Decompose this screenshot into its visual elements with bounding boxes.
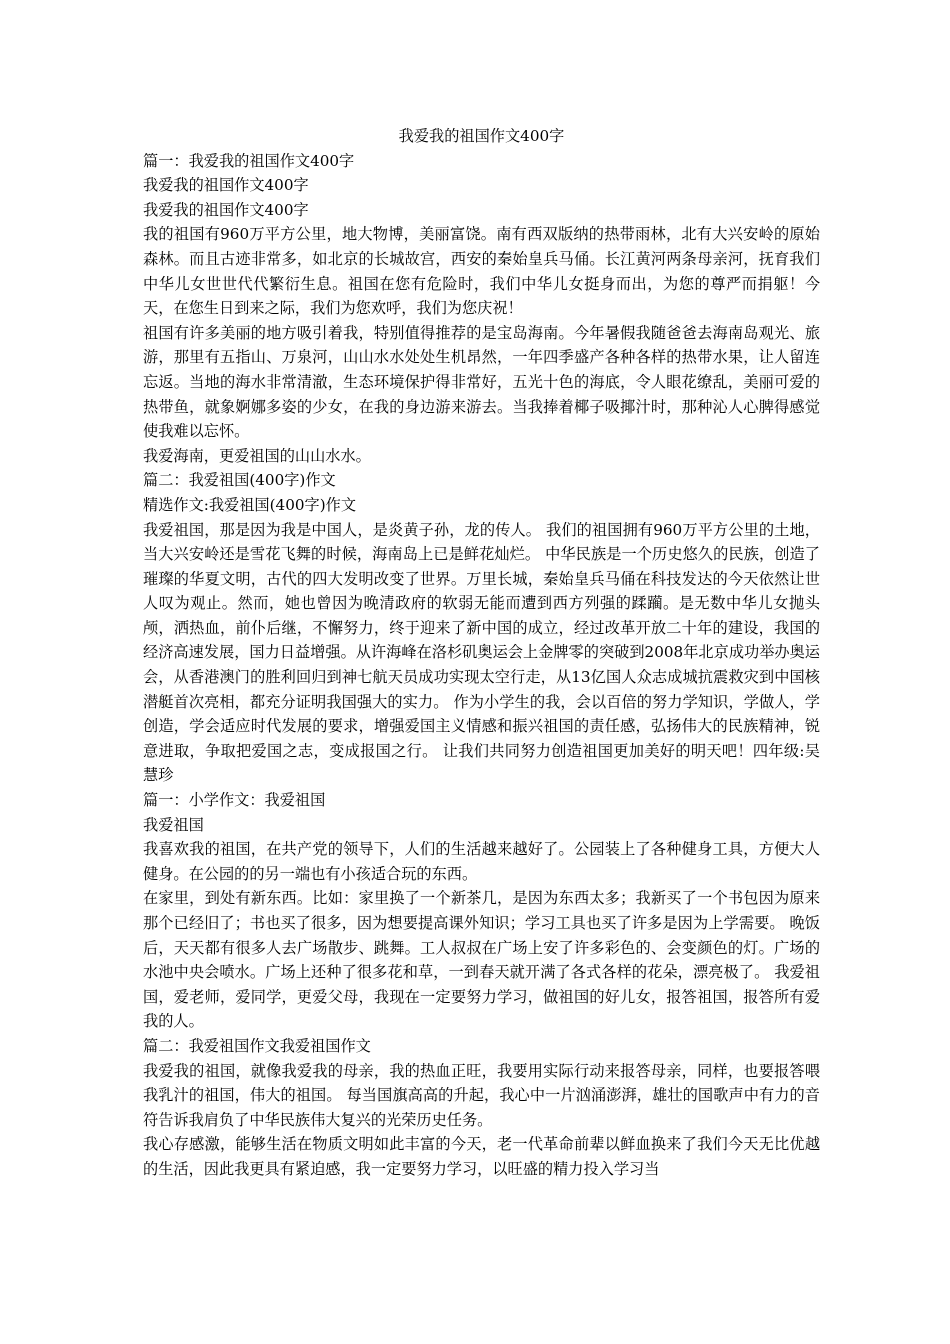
- paragraph: 篇一：我爱我的祖国作文400字: [143, 151, 355, 170]
- paragraph: 我爱我的祖国，就像我爱我的母亲，我的热血正旺，我要用实际行动来报答母亲，同样，也要报答喂我乳汁的祖国，伟大的祖国。 每当国旗高高的升起，我心中一片汹涌澎湃，雄壮的国歌声中有力的音符告诉我肩负了中华民族伟大复兴的光荣历史任务。: [143, 1061, 820, 1129]
- paragraph: 祖国有许多美丽的地方吸引着我，特别值得推荐的是宝岛海南。今年暑假我随爸爸去海南岛观光、旅游，那里有五指山、万泉河，山山水水处处生机昂然，一年四季盛产各种各样的热带水果，让人留连忘返。当地的海水非常清澈，生态环境保护得非常好，五光十色的海底，令人眼花缭乱，美丽可爱的热带鱼，就象婀娜多姿的少女，在我的身边游来游去。当我捧着椰子吸揶汁时，那种沁人心脾得感觉使我难以忘怀。: [143, 323, 820, 441]
- paragraph: 我爱我的祖国作文400字: [143, 176, 309, 195]
- paragraph: 篇二：我爱祖国(400字)作文: [143, 471, 336, 490]
- document-body: [143, 124, 820, 1182]
- paragraph: 我心存感激，能够生活在物质文明如此丰富的今天，老一代革命前辈以鲜血换来了我们今天无比优越的生活，因此我更具有紧迫感，我一定要努力学习，以旺盛的精力投入学习当: [143, 1135, 820, 1178]
- paragraph: 我爱海南，更爱祖国的山山水水。: [143, 446, 371, 465]
- paragraph: 我爱我的祖国作文400字: [143, 200, 309, 219]
- paragraph: 篇二：我爱祖国作文我爱祖国作文: [143, 1036, 371, 1055]
- paragraph: 我的祖国有960万平方公里，地大物博，美丽富饶。南有西双版纳的热带雨林，北有大兴安岭的原始森林。而且古迹非常多，如北京的长城故宫，西安的秦始皇兵马俑。长江黄河两条母亲河，抚育我们中华儿女世世代代繁衍生息。祖国在您有危险时，我们中华儿女挺身而出，为您的尊严而捐躯！今天，在您生日到来之际，我们为您欢呼，我们为您庆祝！: [143, 225, 820, 318]
- document-title: 我爱我的祖国作文400字: [398, 127, 565, 145]
- paragraph: 精选作文:我爱祖国(400字)作文: [143, 495, 357, 514]
- paragraph: 我爱祖国，那是因为我是中国人，是炎黄子孙，龙的传人。 我们的祖国拥有960万平方公里的土地，当大兴安岭还是雪花飞舞的时候，海南岛上已是鲜花灿烂。 中华民族是一个历史悠久的民族，创造了璀璨的华夏文明，古代的四大发明改变了世界。万里长城，秦始皇兵马俑在科技发达的今天依然让世人叹为观止。然而，她也曾因为晚清政府的软弱无能而遭到西方列强的蹂躏。是无数中华儿女抛头颅，洒热血，前仆后继，不懈努力，终于迎来了新中国的成立，经过改革开放二十年的建设，我国的经济高速发展，国力日益增强。从许海峰在洛杉矶奥运会上金牌零的突破到2008年北京成功举办奥运会，从香港澳门的胜利回归到神七航天员成功实现太空行走，从13亿国人众志成城抗震救灾到中国核潜艇首次亮相，都充分证明我国强大的实力。 作为小学生的我，会以百倍的努力学知识，学做人，学创造，学会适应时代发展的要求，增强爱国主义情感和振兴祖国的责任感，弘扬伟大的民族精神，锐意进取，争取把爱国之志，变成报国之行。 让我们共同努力创造祖国更加美好的明天吧！四年级:吴慧珍: [143, 520, 820, 785]
- paragraph: 篇一：小学作文：我爱祖国: [143, 791, 326, 810]
- paragraph: 我爱祖国: [143, 815, 204, 834]
- paragraph: 在家里，到处有新东西。比如：家里换了一个新茶几，是因为东西太多；我新买了一个书包因为原来那个已经旧了；书也买了很多，因为想要提高课外知识；学习工具也买了许多是因为上学需要。 晚饭后，天天都有很多人去广场散步、跳舞。工人叔叔在广场上安了许多彩色的、会变颜色的灯。广场的水池中央会喷水。广场上还种了很多花和草，一到春天就开满了各式各样的花朵，漂亮极了。 我爱祖国，爱老师，爱同学，更爱父母，我现在一定要努力学习，做祖国的好儿女，报答祖国，报答所有爱我的人。: [143, 889, 820, 1031]
- paragraph: 我喜欢我的祖国，在共产党的领导下，人们的生活越来越好了。公园装上了各种健身工具，方便大人健身。在公园的的另一端也有小孩适合玩的东西。: [143, 840, 820, 883]
